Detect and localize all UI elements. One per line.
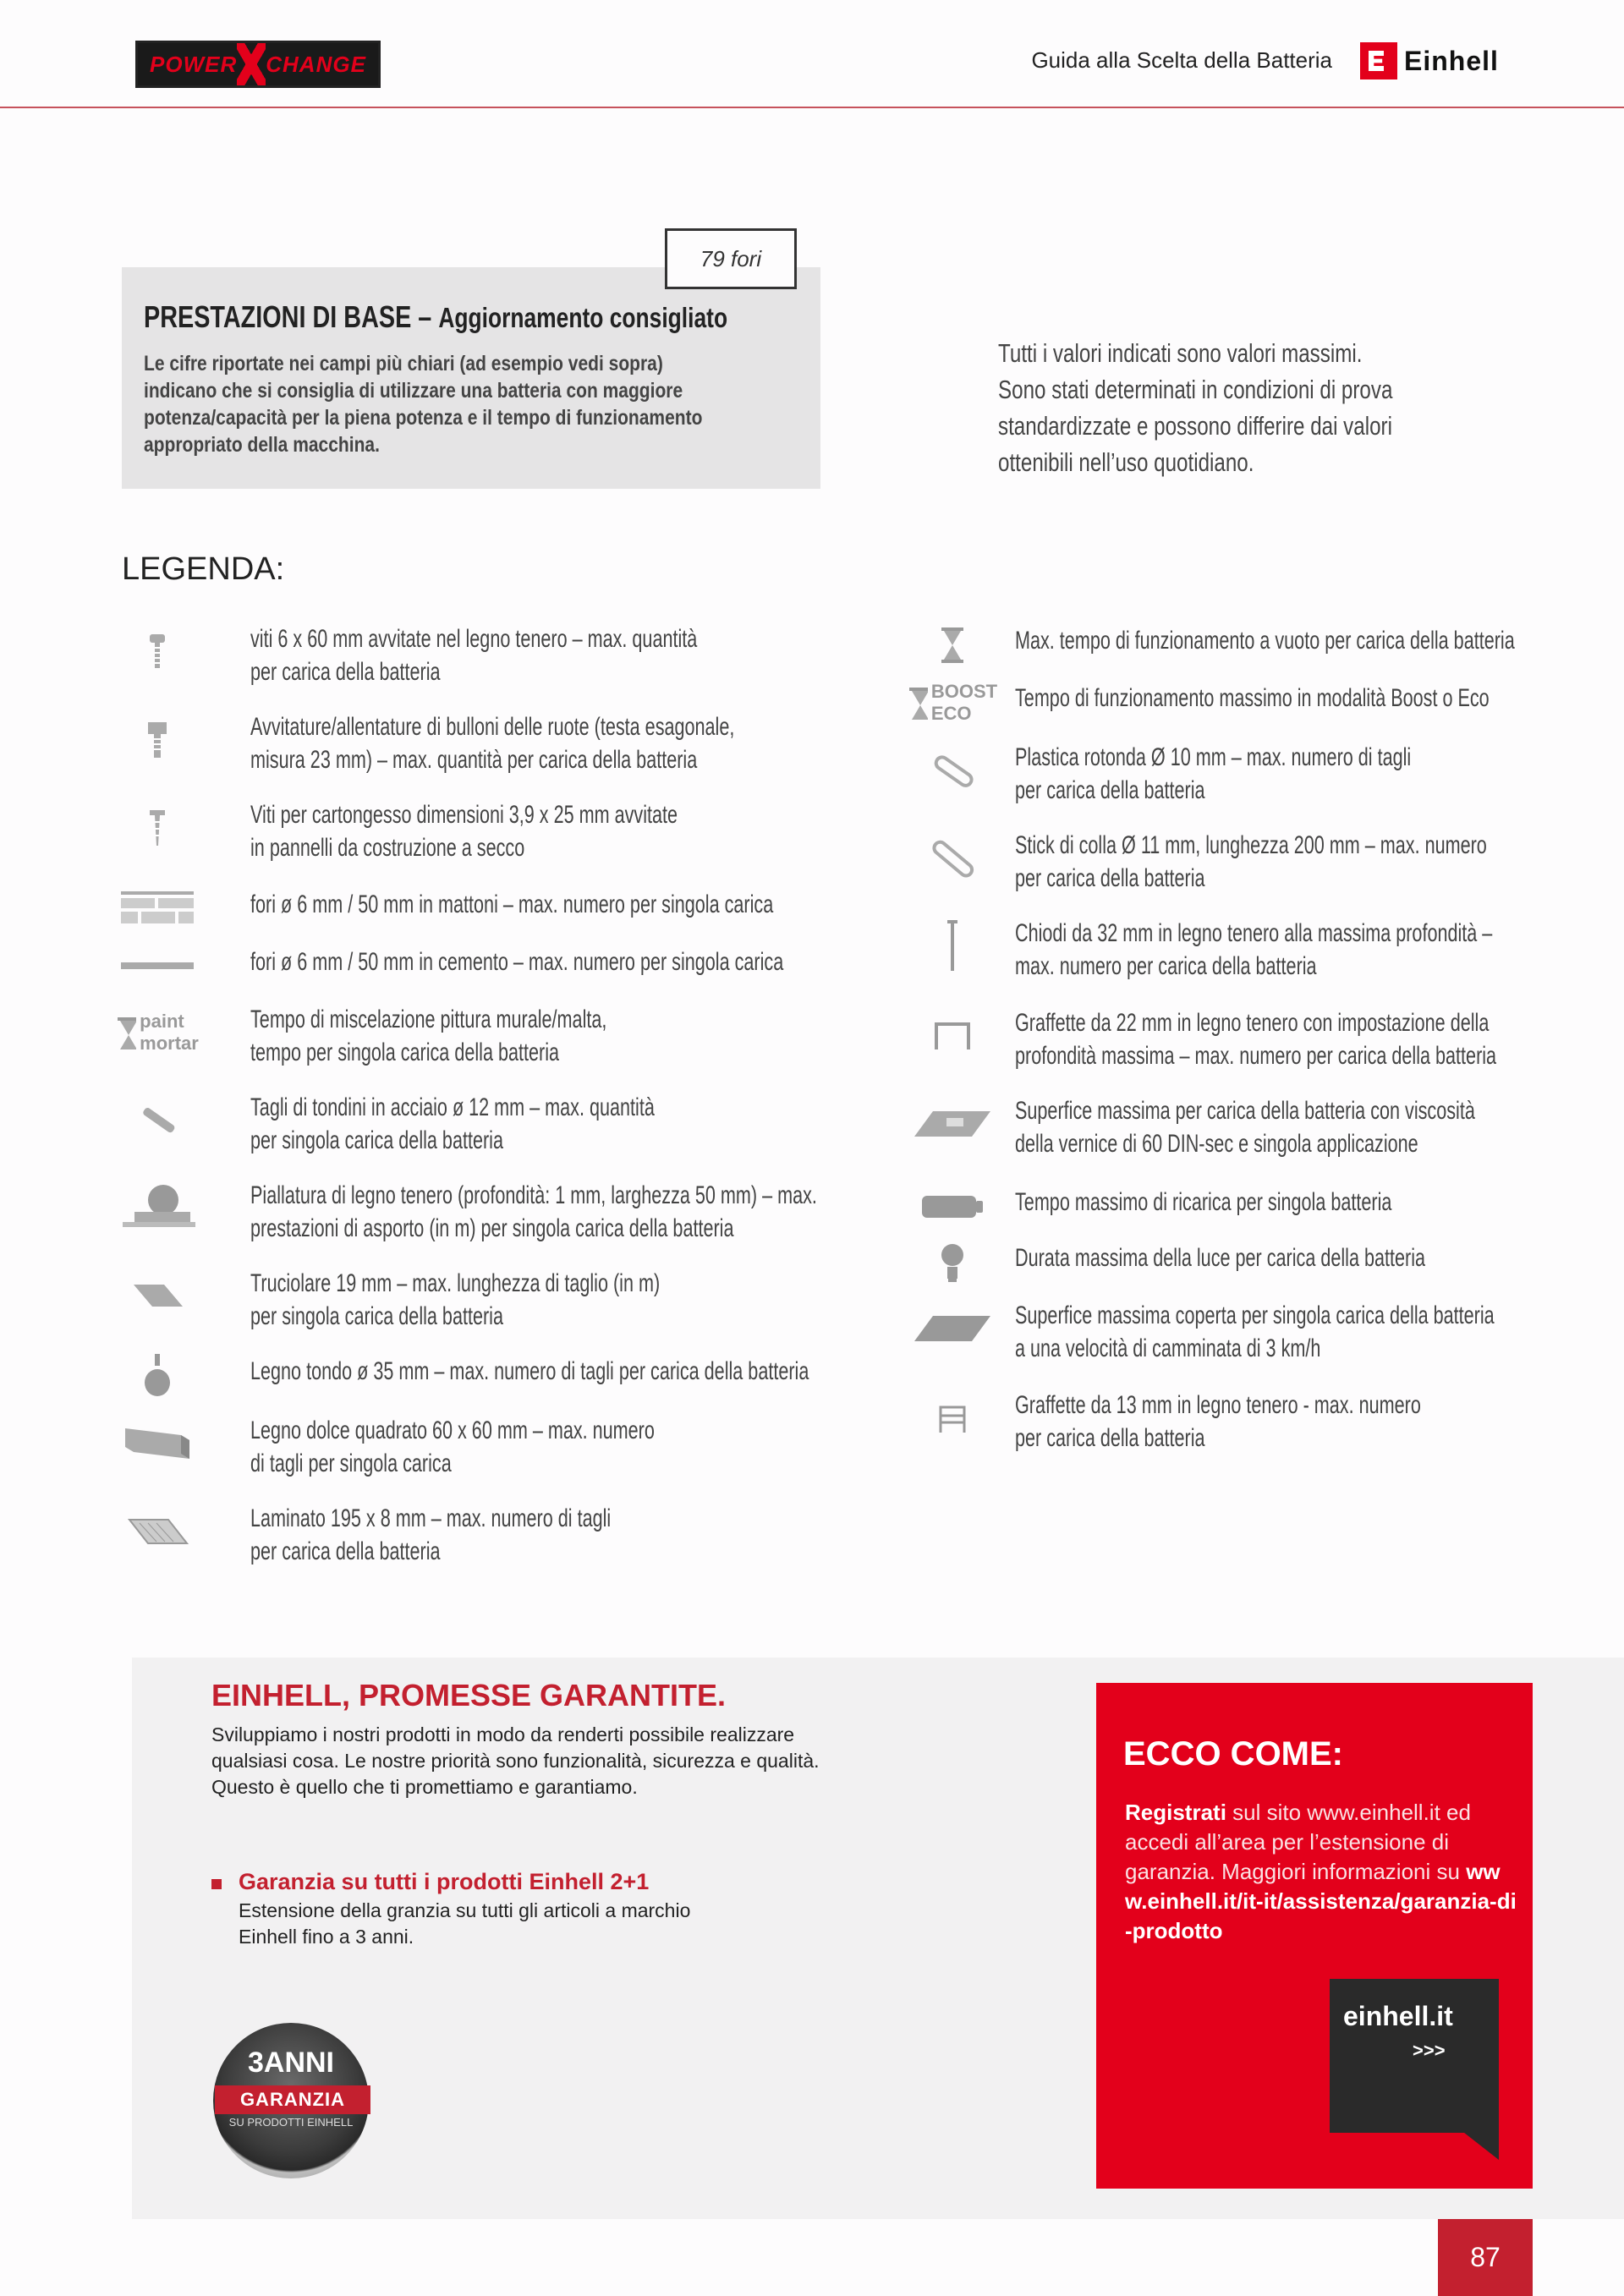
legend-line: Truciolare 19 mm – max. lunghezza di taglio (in m) [250, 1269, 661, 1297]
x-mark-icon [237, 41, 266, 88]
legend-line: Graffette da 13 mm in legno tenero - max. numero [1015, 1391, 1421, 1419]
holes-badge: 79 fori [665, 228, 797, 289]
drywall-screw-icon [107, 802, 208, 854]
legend-item-text [250, 710, 734, 776]
seal-band: GARANZIA [215, 2085, 370, 2114]
note-line: standardizzate e possono differire dai valori [998, 411, 1392, 441]
laminate-icon [107, 1505, 208, 1558]
legend-line: Laminato 195 x 8 mm – max. numero di tagli [250, 1504, 612, 1532]
logo-text-power: POWER [150, 51, 238, 77]
hourglass-icon [902, 619, 1003, 671]
arrows-icon: >>> [1413, 2040, 1446, 2061]
legend-item-text [250, 1414, 655, 1480]
legend-line: per singola carica della batteria [250, 1126, 503, 1154]
icon-label: paint [140, 1011, 184, 1032]
legend-line: Superfice massima coperta per singola carica della batteria [1015, 1301, 1495, 1329]
legend-line: Avvitature/allentature di bulloni delle ruote (testa esagonale, [250, 713, 735, 741]
legend-item-text [250, 1091, 655, 1157]
base-description [144, 350, 783, 458]
paint-surface-icon [902, 1098, 1003, 1150]
base-title [144, 299, 727, 335]
legend-item-text [1015, 1186, 1391, 1219]
legend-line: Legno dolce quadrato 60 x 60 mm – max. numero [250, 1417, 655, 1444]
legend-line: in pannelli da costruzione a secco [250, 834, 525, 862]
boost-eco-icon [902, 677, 1003, 729]
site-label[interactable]: einhell.it [1343, 2001, 1453, 2031]
legend-item-text [1015, 741, 1411, 807]
legend-line: Legno tondo ø 35 mm – max. numero di tagli per carica della batteria [250, 1357, 809, 1385]
planer-icon [107, 1182, 208, 1235]
bulb-icon [902, 1236, 1003, 1289]
page-number-box [1438, 2219, 1533, 2296]
screw-icon [107, 626, 208, 678]
concrete-icon [107, 940, 208, 993]
legend-line: Graffette da 22 mm in legno tenero con impostazione della [1015, 1009, 1490, 1037]
legend-line: fori ø 6 mm / 50 mm in cemento – max. numero per singola carica [250, 948, 784, 976]
legend-item-text [1015, 1241, 1425, 1274]
bullet-icon [211, 1879, 222, 1889]
legend-line: Tempo di funzionamento massimo in modalità Boost o Eco [1015, 684, 1490, 712]
legend-item-text [250, 1355, 809, 1388]
how-to-text [1125, 1798, 1522, 1946]
icon-label: mortar [140, 1033, 199, 1054]
legend-line: prestazioni di asporto (in m) per singola carica della batteria [250, 1214, 734, 1242]
legend-line: Chiodi da 32 mm in legno tenero alla massima profondità – [1015, 919, 1493, 947]
legend-line: Tempo di miscelazione pittura murale/malta, [250, 1006, 607, 1033]
staple-icon [902, 1010, 1003, 1062]
legend-line: Piallatura di legno tenero (profondità: 1 mm, larghezza 50 mm) – max. [250, 1181, 817, 1209]
header-divider [0, 107, 1624, 108]
seal-years: 3ANNI [247, 2047, 335, 2079]
einhell-wordmark: Einhell [1404, 45, 1499, 76]
wheel-bolt-icon [107, 714, 208, 766]
legend-item-text [250, 1179, 817, 1245]
promo-description: Sviluppiamo i nostri prodotti in modo da renderti possibile realizzare qualsiasi cosa. Le nostre priorità sono funzionalità, sicurezza e qualità. Questo è quello che ti promettiamo e garantiamo. [211, 1723, 820, 1798]
how-to-title: ECCO COME: [1123, 1735, 1343, 1773]
legend-line: per singola carica della batteria [250, 1302, 503, 1330]
mowing-area-icon [902, 1302, 1003, 1355]
legend-line: della vernice di 60 DIN-sec e singola applicazione [1015, 1130, 1418, 1158]
guarantee-description: Estensione della granzia su tutti gli articoli a marchio Einhell fino a 3 anni. [239, 1899, 691, 1948]
legend-item-text [1015, 829, 1487, 895]
legend-item-text [250, 1003, 606, 1069]
legend-line: di tagli per singola carica [250, 1449, 452, 1477]
legend-item-text [250, 888, 773, 921]
note-line: ottenibili nell’uso quotidiano. [998, 447, 1254, 477]
seal-subtext: SU PRODOTTI EINHELL [228, 2116, 354, 2129]
legend-item-text [250, 798, 678, 864]
base-desc-line: appropriato della macchina. [144, 433, 380, 457]
einhell-logo [1360, 42, 1499, 79]
legend-line: per carica della batteria [1015, 776, 1205, 804]
legend-line: a una velocità di camminata di 3 km/h [1015, 1334, 1321, 1362]
legend-item-text [1015, 682, 1490, 715]
plastic-rod-icon [902, 744, 1003, 797]
legend-line: Max. tempo di funzionamento a vuoto per carica della batteria [1015, 627, 1515, 655]
legend-item-text [250, 1267, 660, 1333]
legend-line: Viti per cartongesso dimensioni 3,9 x 25 mm avvitate [250, 801, 678, 829]
brick-icon [107, 883, 208, 935]
legend-item-text [1015, 1389, 1421, 1455]
guide-title: Guida alla Scelta della Batteria [1031, 47, 1332, 73]
legend-line: Plastica rotonda Ø 10 mm – max. numero di tagli [1015, 743, 1412, 771]
note-line: Sono stati determinati in condizioni di prova [998, 375, 1393, 404]
how-to-body: sul sito www.einhell.it ed accedi all’area per l’estensione di garanzia. Maggiori informazioni su [1125, 1800, 1471, 1884]
icon-label: ECO [930, 703, 972, 724]
legend-line: per carica della batteria [1015, 864, 1205, 892]
page-header [0, 0, 1624, 110]
legend-item-text [250, 945, 783, 978]
legend-line: Durata massima della luce per carica della batteria [1015, 1244, 1426, 1272]
square-timber-icon [107, 1417, 208, 1470]
legend-line: per carica della batteria [250, 658, 441, 686]
legend-item-text [1015, 1006, 1496, 1072]
einhell-e-icon [1360, 42, 1397, 79]
legend-item-text [250, 1502, 611, 1568]
page-number: 87 [1470, 2242, 1501, 2272]
guarantee-title: Garanzia su tutti i prodotti Einhell 2+1 [239, 1869, 650, 1894]
legend-line: per carica della batteria [250, 1537, 441, 1565]
register-text: Registrati [1125, 1800, 1226, 1825]
icon-label: BOOST [930, 681, 998, 702]
glue-stick-icon [902, 832, 1003, 885]
max-values-note [998, 335, 1393, 480]
steel-rod-icon [107, 1094, 208, 1147]
base-desc-line: potenza/capacità per la piena potenza e il tempo di funzionamento [144, 406, 703, 430]
legend-line: Superfice massima per carica della batteria con viscosità [1015, 1097, 1475, 1125]
legend-item-text [1015, 1094, 1475, 1160]
legend-line: max. numero per carica della batteria [1015, 952, 1317, 980]
legend-line: fori ø 6 mm / 50 mm in mattoni – max. numero per singola carica [250, 890, 774, 918]
legend-item-text [1015, 624, 1515, 657]
base-desc-line: indicano che si consiglia di utilizzare una batteria con maggiore [144, 379, 683, 403]
legend-line: viti 6 x 60 mm avvitate nel legno tenero – max. quantità [250, 625, 698, 653]
legend-line: profondità massima – max. numero per carica della batteria [1015, 1042, 1497, 1070]
battery-icon [902, 1181, 1003, 1233]
legend-line: tempo per singola carica della batteria [250, 1038, 560, 1066]
power-x-change-logo [135, 41, 381, 88]
legend-line: misura 23 mm) – max. quantità per carica della batteria [250, 746, 698, 774]
legend-item-text [250, 622, 697, 688]
base-desc-line: Le cifre riportate nei campi più chiari (ad esempio vedi sopra) [144, 352, 663, 375]
legend-item-text [1015, 917, 1492, 983]
nail-icon [902, 920, 1003, 973]
promo-title: EINHELL, PROMESSE GARANTITE. [211, 1678, 727, 1712]
logo-text-change: CHANGE [266, 51, 366, 77]
warranty-link[interactable]: www.einhell.it/it-it/assistenza/garanzia-di-prodotto [1125, 1859, 1517, 1943]
bubble-tail-icon [1460, 2129, 1499, 2160]
round-wood-icon [107, 1350, 208, 1402]
legend-item-text [1015, 1299, 1495, 1365]
legend-line: Tempo massimo di ricarica per singola batteria [1015, 1188, 1392, 1216]
paint-mortar-icon [107, 1006, 208, 1059]
note-line: Tutti i valori indicati sono valori massimi. [998, 338, 1363, 368]
legend-line: Stick di colla Ø 11 mm, lunghezza 200 mm – max. numero [1015, 831, 1487, 859]
legend-title: LEGENDA: [122, 551, 285, 587]
chipboard-icon [107, 1270, 208, 1323]
base-title-main: PRESTAZIONI DI BASE – [144, 299, 432, 334]
staples-13mm-icon [902, 1392, 1003, 1444]
legend-line: Tagli di tondini in acciaio ø 12 mm – max. quantità [250, 1093, 655, 1121]
base-title-sub: Aggiornamento consigliato [438, 302, 728, 333]
legend-line: per carica della batteria [1015, 1424, 1205, 1452]
